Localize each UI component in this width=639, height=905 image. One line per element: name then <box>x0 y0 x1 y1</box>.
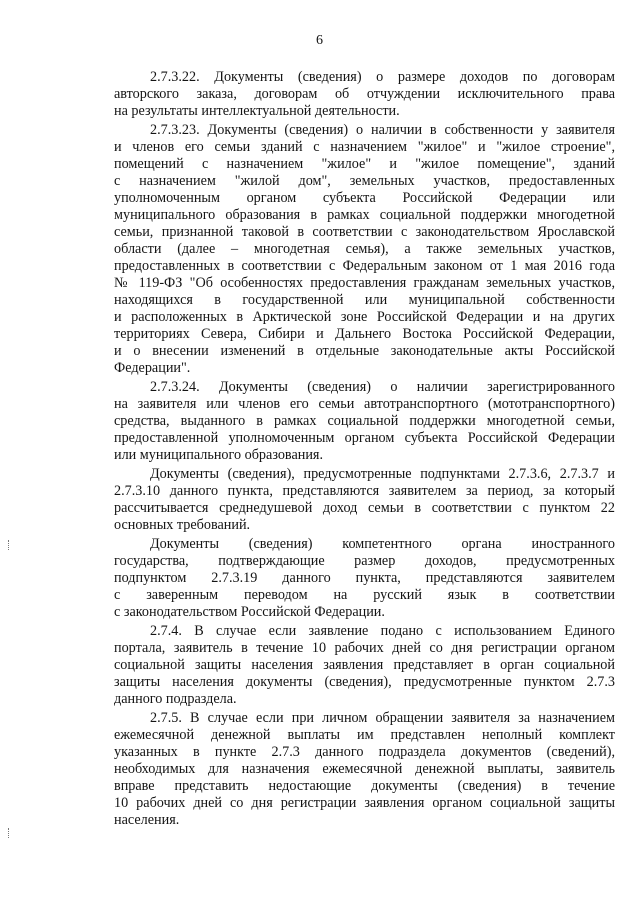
paragraph-line: государства, подтверждающие размер доходов, предусмотренных <box>114 553 615 569</box>
paragraph-line: необходимых для назначения ежемесячной денежной выплаты, заявитель <box>114 761 615 777</box>
page-number: 6 <box>316 33 323 48</box>
paragraph-line: и расположенных в Арктической зоне Российской Федерации и на других <box>114 309 615 325</box>
paragraph-line: 2.7.5. В случае если при личном обращении заявителя за назначением <box>150 710 615 726</box>
scan-margin-mark <box>8 540 11 550</box>
paragraph-line: предоставленных в соответствии с Федеральным законом от 1 мая 2016 года <box>114 258 615 274</box>
paragraph-line: Документы (сведения), предусмотренные подпунктами 2.7.3.6, 2.7.3.7 и <box>150 466 615 482</box>
paragraph-line: вправе представить недостающие документы (сведения) в течение <box>114 778 615 794</box>
paragraph-foreign-documents <box>114 536 615 621</box>
paragraph-line: с заверенным переводом на русский язык в соответствии <box>114 587 615 603</box>
paragraph-line: № 119-ФЗ "Об особенностях предоставления гражданам земельных участков, <box>114 275 615 291</box>
paragraph-line: 2.7.3.22. Документы (сведения) о размере доходов по договорам <box>150 69 615 85</box>
paragraph-2-7-4 <box>114 623 615 708</box>
paragraph-line: предоставленной уполномоченным органом субъекта Российской Федерации <box>114 430 615 446</box>
paragraph-line: основных требований. <box>114 517 251 533</box>
paragraph-line: уполномоченным органом субъекта Российской Федерации или <box>114 190 615 206</box>
paragraph-line: 2.7.3.10 данного пункта, представляются заявителем за период, за который <box>114 483 615 499</box>
paragraph-line: семьи, признанной таковой в соответствии с законодательством Ярославской <box>114 224 615 240</box>
paragraph-line: помещений с назначением "жилое" и "жилое помещение", зданий <box>114 156 615 172</box>
paragraph-line: муниципального образования в рамках социальной поддержки многодетной <box>114 207 615 223</box>
paragraph-line: 2.7.4. В случае если заявление подано с использованием Единого <box>150 623 615 639</box>
paragraph-line: области (далее – многодетная семья), а также земельных участков, <box>114 241 615 257</box>
paragraph-line: Федерации". <box>114 360 191 376</box>
paragraph-line: портала, заявитель в течение 10 рабочих дней со дня регистрации органом <box>114 640 615 656</box>
paragraph-line: подпунктом 2.7.3.19 данного пункта, представляются заявителем <box>114 570 615 586</box>
paragraph-line: находящихся в государственной или муниципальной собственности <box>114 292 615 308</box>
paragraph-2-7-5 <box>114 710 615 829</box>
paragraph-line: на результаты интеллектуальной деятельности. <box>114 103 400 119</box>
document-body <box>114 69 615 829</box>
paragraph-documents-period <box>114 466 615 534</box>
paragraph-line: авторского заказа, договорам об отчуждении исключительного права <box>114 86 615 102</box>
paragraph-line: и о внесении изменений в отдельные законодательные акты Российской <box>114 343 615 359</box>
paragraph-line: и членов его семьи зданий с назначением "жилое" и "жилое строение", <box>114 139 615 155</box>
paragraph-line: 10 рабочих дней со дня регистрации заявления органом социальной защиты <box>114 795 615 811</box>
paragraph-line: указанных в пункте 2.7.3 данного подраздела документов (сведений), <box>114 744 615 760</box>
paragraph-line: рассчитывается среднедушевой доход семьи в соответствии с пунктом 22 <box>114 500 615 516</box>
paragraph-2-7-3-24 <box>114 379 615 464</box>
paragraph-line: с законодательством Российской Федерации. <box>114 604 385 620</box>
scan-margin-mark <box>8 828 11 838</box>
paragraph-line: данного подраздела. <box>114 691 237 707</box>
paragraph-line: ежемесячной денежной выплаты им представлен неполный комплект <box>114 727 615 743</box>
paragraph-line: социальной защиты населения заявления представляет в орган социальной <box>114 657 615 673</box>
paragraph-line: территориях Севера, Сибири и Дальнего Востока Российской Федерации, <box>114 326 615 342</box>
paragraph-line: с назначением "жилой дом", земельных участков, предоставленных <box>114 173 615 189</box>
paragraph-line: или муниципального образования. <box>114 447 323 463</box>
paragraph-2-7-3-23 <box>114 122 615 377</box>
paragraph-line: защиты населения документы (сведения), предусмотренные пунктом 2.7.3 <box>114 674 615 690</box>
paragraph-line: средства, выданного в рамках социальной поддержки многодетной семьи, <box>114 413 615 429</box>
paragraph-2-7-3-22 <box>114 69 615 120</box>
paragraph-line: населения. <box>114 812 180 828</box>
paragraph-line: 2.7.3.24. Документы (сведения) о наличии зарегистрированного <box>150 379 615 395</box>
paragraph-line: на заявителя или членов его семьи автотранспортного (мототранспортного) <box>114 396 615 412</box>
paragraph-line: Документы (сведения) компетентного органа иностранного <box>150 536 615 552</box>
paragraph-line: 2.7.3.23. Документы (сведения) о наличии в собственности у заявителя <box>150 122 615 138</box>
